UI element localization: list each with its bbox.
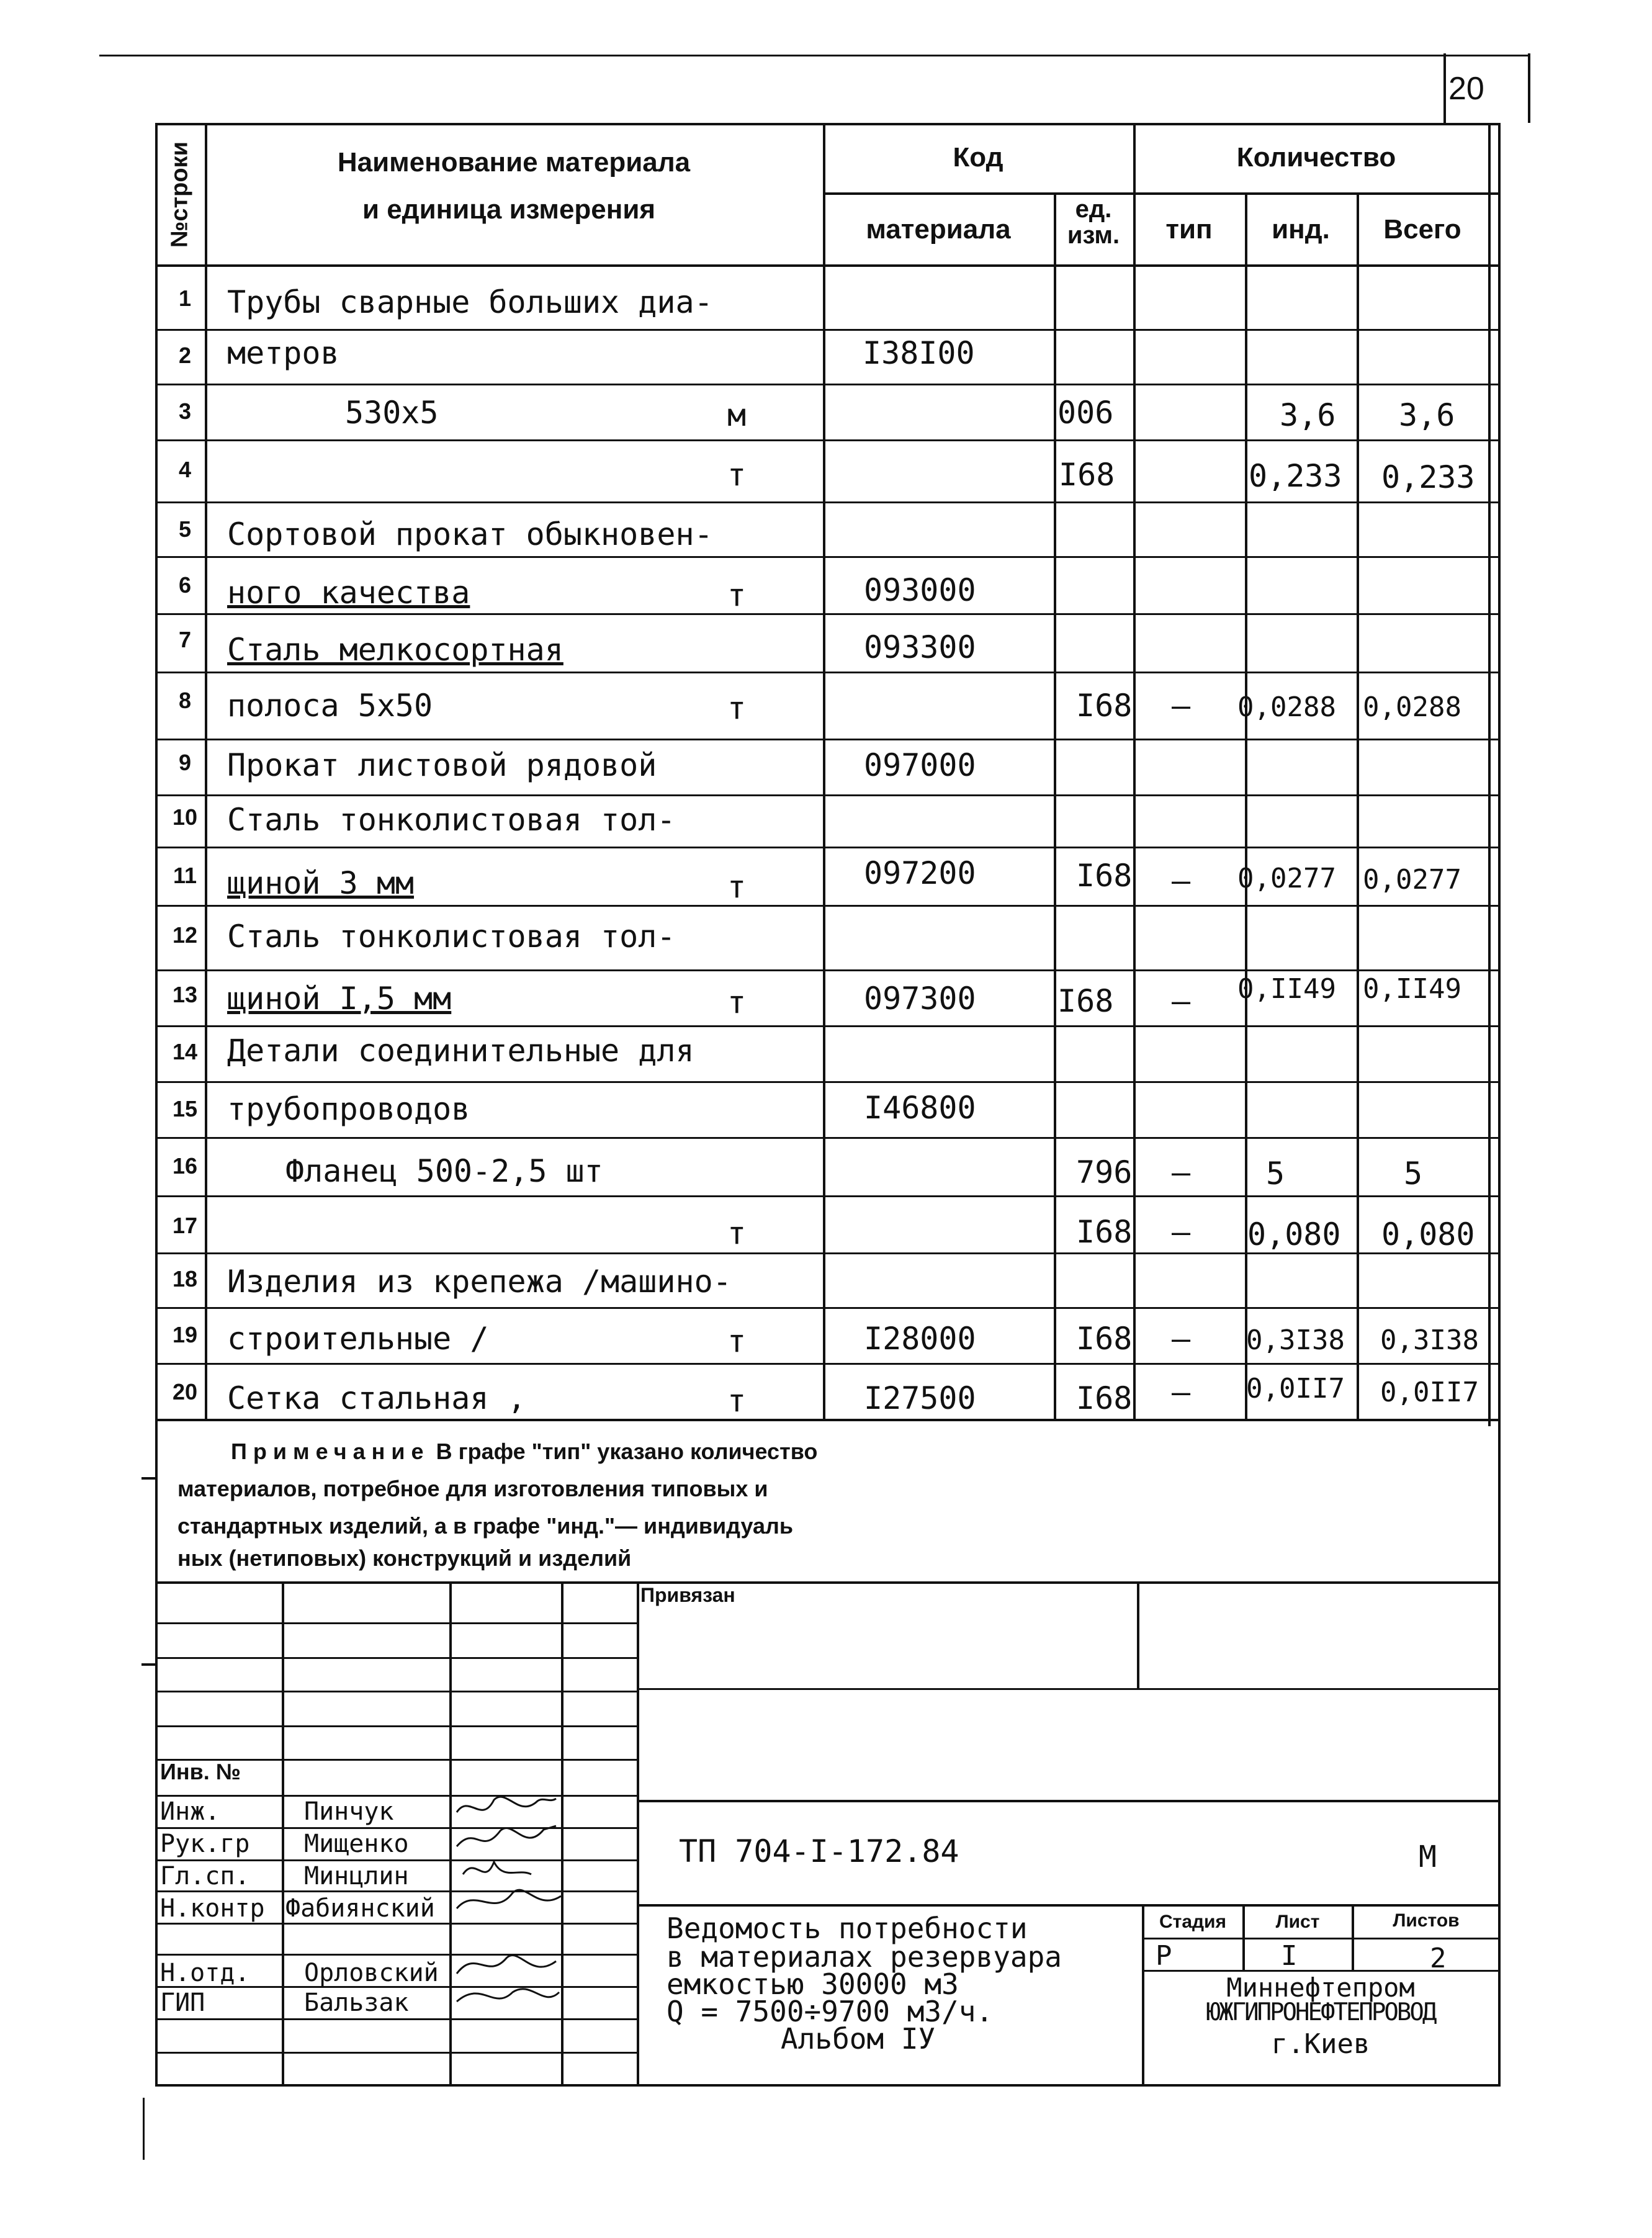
row-unit-code: I68 bbox=[1076, 1380, 1133, 1416]
role-label: Инж. bbox=[160, 1797, 220, 1826]
margin-tick bbox=[141, 1663, 155, 1666]
row-unit: т bbox=[727, 984, 747, 1020]
signatures-graphic bbox=[451, 1794, 562, 2017]
header-unit: ед. изм. bbox=[1067, 195, 1120, 249]
role-name: Пинчук bbox=[304, 1797, 394, 1826]
row-type: – bbox=[1172, 688, 1191, 724]
header-ind: инд. bbox=[1272, 214, 1330, 245]
row-material-code: I46800 bbox=[864, 1090, 976, 1126]
row-unit: т bbox=[727, 1383, 747, 1419]
row-number: 5 bbox=[178, 516, 192, 542]
row-name: Трубы сварные больших диа- bbox=[227, 284, 713, 320]
row-ind: 0,0288 bbox=[1237, 691, 1336, 723]
row-material-code: 097200 bbox=[864, 855, 976, 891]
note-line1: Примечание В графе "тип" указано количество bbox=[231, 1439, 818, 1464]
role-label: Н.контр bbox=[160, 1894, 265, 1923]
header-row-no: №строки bbox=[166, 142, 193, 248]
header-name-line2: и единица измерения bbox=[362, 194, 656, 225]
role-label: ГИП bbox=[160, 1989, 205, 2017]
sheets-value: 2 bbox=[1430, 1943, 1447, 1974]
row-ind: 3,6 bbox=[1280, 397, 1336, 433]
row-total: 0,3I38 bbox=[1380, 1324, 1479, 1356]
row-material-code: I28000 bbox=[864, 1321, 976, 1357]
row-number: 10 bbox=[172, 804, 198, 830]
row-material-code: 093000 bbox=[864, 572, 976, 608]
row-number: 2 bbox=[178, 343, 192, 368]
title-line5: Альбом IУ bbox=[781, 2022, 936, 2056]
row-total: 0,080 bbox=[1381, 1216, 1475, 1252]
role-name: Орловский bbox=[304, 1959, 439, 1987]
row-unit-code: 006 bbox=[1057, 395, 1114, 431]
row-number: 17 bbox=[172, 1213, 198, 1238]
document-code: ТП 704-I-172.84 bbox=[679, 1833, 959, 1869]
header-quantity: Количество bbox=[1236, 142, 1396, 173]
note-line2: материалов, потребное для изготовления типовых и bbox=[177, 1476, 768, 1501]
note-line3: стандартных изделий, а в графе "инд."— индивидуаль bbox=[177, 1513, 794, 1539]
org-line1: Миннефтепром bbox=[1226, 1972, 1415, 2003]
role-name: Фабиянский bbox=[285, 1894, 435, 1923]
row-material-code: I38I00 bbox=[863, 335, 975, 371]
row-unit-code: 796 bbox=[1076, 1154, 1133, 1190]
header-total: Всего bbox=[1383, 214, 1461, 245]
row-type: – bbox=[1172, 1214, 1191, 1250]
row-ind: 0,233 bbox=[1249, 458, 1342, 494]
row-type: – bbox=[1172, 1321, 1191, 1357]
row-name: Сортовой прокат обыкновен- bbox=[227, 516, 713, 552]
row-total: 0,0288 bbox=[1363, 691, 1461, 723]
row-ind: 0,II49 bbox=[1237, 973, 1336, 1005]
row-name: Изделия из крепежа /машино- bbox=[227, 1264, 732, 1300]
sheet-value: I bbox=[1281, 1940, 1298, 1972]
row-type: – bbox=[1172, 1154, 1191, 1190]
title-line3: емкостью 30000 м3 bbox=[667, 1967, 959, 2001]
top-rule bbox=[99, 55, 1530, 56]
row-unit-code: I68 bbox=[1076, 688, 1133, 724]
row-name: Сетка стальная , bbox=[227, 1380, 526, 1416]
row-number: 1 bbox=[178, 285, 192, 311]
row-unit: м bbox=[727, 397, 747, 433]
row-number: 14 bbox=[172, 1039, 198, 1064]
row-number: 20 bbox=[172, 1379, 198, 1404]
inv-no-label: Инв. № bbox=[160, 1759, 241, 1784]
row-number: 16 bbox=[172, 1153, 198, 1179]
document-letter: М bbox=[1419, 1840, 1437, 1874]
org-line3: г.Киев bbox=[1271, 2028, 1370, 2060]
role-name: Минцлин bbox=[304, 1862, 409, 1890]
row-unit-code: I68 bbox=[1059, 457, 1115, 493]
row-name: 530х5 bbox=[345, 395, 439, 431]
note-line4: ных (нетиповых) конструкций и изделий bbox=[177, 1545, 632, 1571]
row-type: – bbox=[1172, 983, 1191, 1019]
row-name: Фланец 500-2,5 шт bbox=[285, 1153, 603, 1189]
row-name: строительные / bbox=[227, 1321, 489, 1357]
row-number: 13 bbox=[172, 982, 198, 1007]
role-label: Н.отд. bbox=[160, 1959, 250, 1987]
margin-mark bbox=[143, 2098, 145, 2160]
role-label: Гл.сп. bbox=[160, 1862, 250, 1890]
row-ind: 0,3I38 bbox=[1246, 1324, 1345, 1356]
row-ind: 0,0277 bbox=[1237, 863, 1336, 894]
row-name: Сталь тонколистовая тол- bbox=[227, 802, 676, 838]
row-number: 19 bbox=[172, 1322, 198, 1347]
row-name: трубопроводов bbox=[227, 1091, 470, 1127]
row-unit-code: I68 bbox=[1076, 1321, 1133, 1357]
row-total: 5 bbox=[1404, 1156, 1423, 1192]
row-ind: 0,0II7 bbox=[1246, 1373, 1345, 1404]
title-line2: в материалах резервуара bbox=[667, 1940, 1062, 1974]
row-unit: т bbox=[727, 577, 747, 613]
row-unit-code: I68 bbox=[1076, 858, 1133, 894]
row-unit: т bbox=[727, 869, 747, 905]
row-material-code: 093300 bbox=[864, 629, 976, 665]
row-total: 0,0277 bbox=[1363, 864, 1461, 896]
role-name: Бальзак bbox=[304, 1989, 409, 2017]
row-ind: 0,080 bbox=[1247, 1216, 1341, 1252]
role-label: Рук.гр bbox=[160, 1830, 250, 1858]
row-type: – bbox=[1172, 1374, 1191, 1410]
row-unit: т bbox=[727, 1323, 747, 1359]
row-total: 0,0II7 bbox=[1380, 1377, 1479, 1408]
stage-label: Стадия bbox=[1159, 1912, 1227, 1932]
row-name: ного качества bbox=[227, 575, 470, 611]
row-name: щиной I,5 мм bbox=[227, 981, 452, 1017]
row-name: Детали соединительные для bbox=[227, 1033, 694, 1069]
page-number-box-left bbox=[1443, 53, 1446, 123]
row-name: Прокат листовой рядовой bbox=[227, 747, 657, 783]
row-total: 0,233 bbox=[1381, 459, 1475, 495]
role-name: Мищенко bbox=[304, 1830, 409, 1858]
header-material: материала bbox=[866, 214, 1011, 245]
row-number: 7 bbox=[178, 627, 192, 652]
note-bottom-rule bbox=[155, 1581, 1501, 1584]
row-unit-code: I68 bbox=[1076, 1214, 1133, 1250]
row-number: 4 bbox=[178, 457, 192, 482]
page-number-box-right bbox=[1528, 53, 1530, 123]
row-name: метров bbox=[227, 335, 339, 371]
privyazan-label: Привязан bbox=[640, 1584, 735, 1606]
row-name: полоса 5х50 bbox=[227, 688, 433, 724]
header-code: Код bbox=[953, 142, 1003, 173]
row-ind: 5 bbox=[1266, 1156, 1285, 1192]
row-number: 15 bbox=[172, 1096, 198, 1121]
row-material-code: 097000 bbox=[864, 747, 976, 783]
row-unit: т bbox=[727, 1215, 747, 1251]
row-number: 8 bbox=[178, 688, 192, 713]
header-name-line1: Наименование материала bbox=[337, 147, 691, 178]
title-line1: Ведомость потребности bbox=[667, 1912, 1028, 1945]
row-total: 0,II49 bbox=[1363, 973, 1461, 1005]
row-unit-code: I68 bbox=[1057, 983, 1114, 1019]
row-name: Сталь тонколистовая тол- bbox=[227, 919, 676, 955]
row-material-code: I27500 bbox=[864, 1380, 976, 1416]
sheets-label: Листов bbox=[1393, 1910, 1460, 1931]
row-type: – bbox=[1172, 863, 1191, 899]
row-number: 6 bbox=[178, 572, 192, 598]
row-name: Сталь мелкосортная bbox=[227, 632, 563, 668]
header-type: тип bbox=[1165, 214, 1213, 245]
row-number: 12 bbox=[172, 922, 198, 948]
row-material-code: 097300 bbox=[864, 981, 976, 1017]
row-number: 18 bbox=[172, 1266, 198, 1292]
row-name: щиной 3 мм bbox=[227, 865, 415, 901]
row-number: 11 bbox=[173, 863, 197, 888]
row-unit: т bbox=[727, 457, 747, 493]
margin-tick bbox=[141, 1477, 155, 1480]
stage-value: Р bbox=[1156, 1940, 1172, 1972]
org-line2: ЮЖГИПРОНЕФТЕПРОВОД bbox=[1206, 1998, 1435, 2026]
row-unit: т bbox=[727, 690, 747, 726]
title-line4: Q = 7500÷9700 м3/ч. bbox=[667, 1995, 994, 2028]
row-number: 9 bbox=[178, 750, 192, 775]
row-number: 3 bbox=[178, 398, 192, 424]
page-number: 20 bbox=[1448, 71, 1484, 107]
row-total: 3,6 bbox=[1399, 397, 1455, 433]
sheet-label: Лист bbox=[1275, 1912, 1320, 1932]
